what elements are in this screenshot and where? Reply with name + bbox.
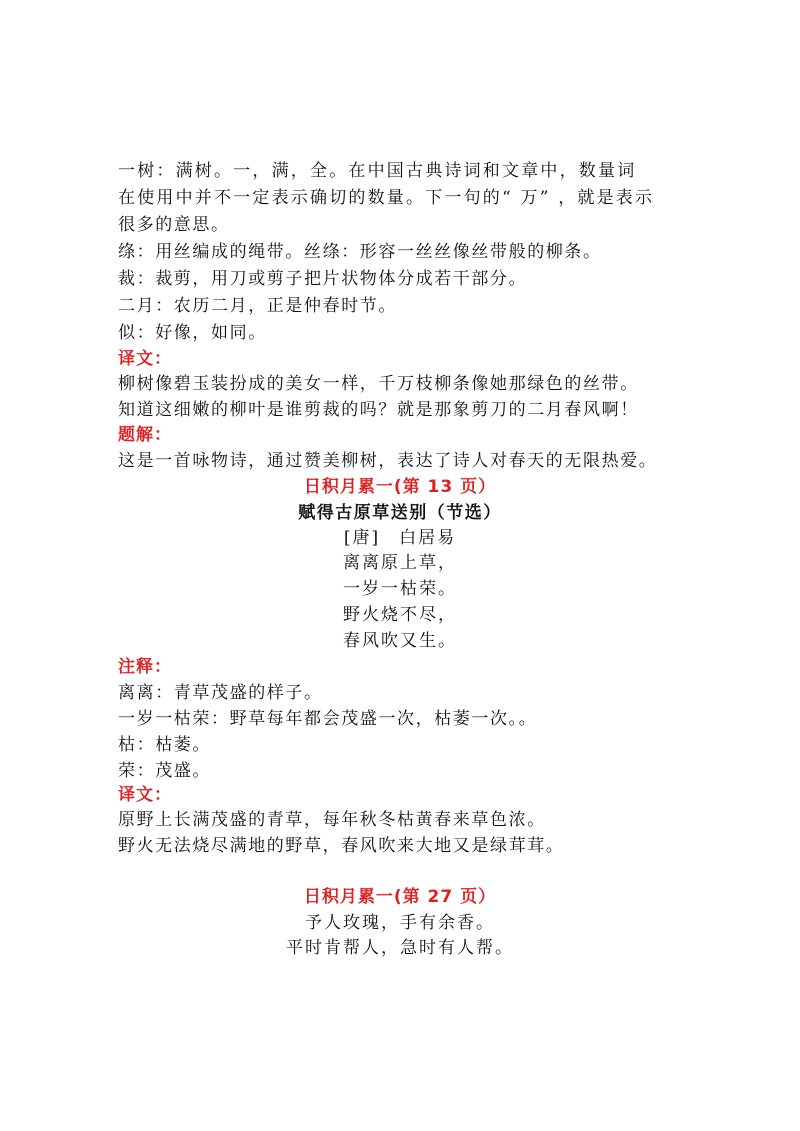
saying-line: 予人玫瑰，手有余香。 bbox=[305, 913, 495, 933]
poem-line: 野火烧不尽， bbox=[343, 605, 457, 625]
note-line: 离离：青草茂盛的样子。 bbox=[118, 683, 323, 703]
poem-title: 赋得古原草送别（节选） bbox=[298, 503, 502, 523]
saying-line: 平时肯帮人，急时有人帮。 bbox=[286, 938, 514, 958]
translation-line: 原野上长满茂盛的青草，每年秋冬枯黄春来草色浓。 bbox=[118, 810, 546, 830]
analysis-line: 这是一首咏物诗，通过赞美柳树，表达了诗人对春天的无限热爱。 bbox=[118, 451, 658, 471]
poem-line: 春风吹又生。 bbox=[343, 631, 457, 651]
translation-line: 柳树像碧玉装扮成的美女一样，千万枝柳条像她那绿色的丝带。 bbox=[118, 374, 639, 394]
section-heading: 日积月累一(第 13 页） bbox=[303, 477, 497, 497]
translation-line: 野火无法烧尽满地的野草，春风吹来大地又是绿茸茸。 bbox=[118, 836, 565, 856]
poem-line: 离离原上草， bbox=[343, 553, 457, 573]
poem-author: [唐] 白居易 bbox=[343, 528, 457, 548]
analysis-label: 题解： bbox=[118, 425, 172, 445]
translation-label: 译文： bbox=[118, 785, 172, 805]
note-line: 荣：茂盛。 bbox=[118, 761, 211, 781]
note-line: 一岁一枯荣：野草每年都会茂盛一次，枯萎一次。。 bbox=[118, 709, 538, 729]
poem-line: 一岁一枯荣。 bbox=[343, 579, 457, 599]
note-line: 很多的意思。 bbox=[118, 215, 230, 235]
note-line: 在使用中并不一定表示确切的数量。下一句的“ 万” ，就是表示 bbox=[118, 188, 655, 208]
note-line: 裁：裁剪，用刀或剪子把片状物体分成若干部分。 bbox=[118, 269, 528, 289]
note-line: 似：好像，如同。 bbox=[118, 323, 267, 343]
section-heading: 日积月累一(第 27 页） bbox=[303, 887, 497, 907]
note-line: 绦：用丝编成的绳带。丝绦：形容一丝丝像丝带般的柳条。 bbox=[118, 242, 602, 262]
translation-label: 译文： bbox=[118, 349, 172, 369]
translation-line: 知道这细嫩的柳叶是谁剪裁的吗？就是那象剪刀的二月春风啊！ bbox=[118, 400, 639, 420]
note-line: 二月：农历二月，正是仲春时节。 bbox=[118, 296, 397, 316]
note-line: 枯：枯萎。 bbox=[118, 735, 211, 755]
note-line: 一树：满树。一，满，全。在中国古典诗词和文章中，数量词 bbox=[118, 161, 637, 181]
notes-label: 注释： bbox=[118, 657, 172, 677]
